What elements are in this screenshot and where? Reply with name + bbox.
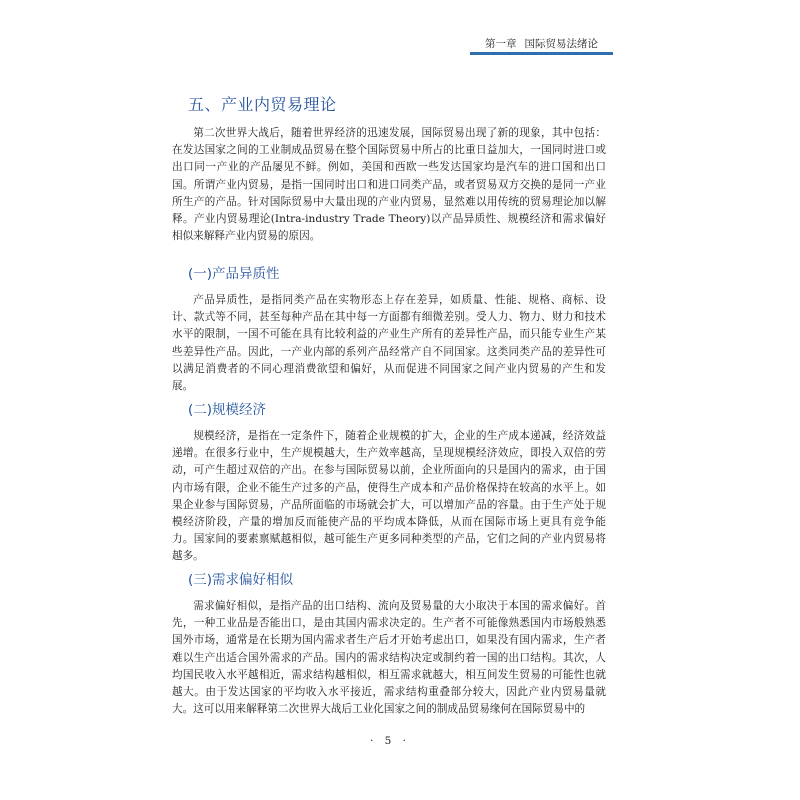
header-rule	[470, 52, 613, 55]
running-header	[470, 36, 613, 50]
subsection-paragraph-demand-similarity: 需求偏好相似，是指产品的出口结构、流向及贸易量的大小取决于本国的需求偏好。首先，一种工业品是否能出口，是由其国内需求决定的。生产者不可能像熟悉国内市场般熟悉国外市场，通常是在长期为国内需求者生产后才开始考虑出口，如果没有国内需求，生产者难以生产出适合国外需求的产品。国内的需求结构决定或制约着一国的出口结构。其次，人均国民收入水平越相近，需求结构越相似，相互需求就越大，相互间发生贸易的可能性也就越大。由于发达国家的平均收入水平接近，需求结构重叠部分较大，因此产业内贸易量就大。这可以用来解释第二次世界大战后工业化国家之间的制成品贸易缘何在国际贸易中的	[172, 600, 606, 716]
subsection-title-demand-similarity: (三)需求偏好相似	[188, 572, 294, 588]
section-title: 五、产业内贸易理论	[188, 95, 337, 114]
header-chapter-title: 国际贸易法绪论	[524, 37, 598, 50]
section-intro-paragraph: 第二次世界大战后，随着世界经济的迅速发展，国际贸易出现了新的现象，其中包括：在发达国家之间的工业制成品贸易在整个国际贸易中所占的比重日益加大，一国同时进口或出口同一产业的产品屡见不鲜。例如，美国和西欧一些发达国家均是汽车的进口国和出口国。所谓产业内贸易，是指一国同时出口和进口同类产品，或者贸易双方交换的是同一产业所生产的产品。针对国际贸易中大量出现的产业内贸易，显然难以用传统的贸易理论加以解释。产业内贸易理论(Intra-industry Trade Theory)以产品异质性、规模经济和需求偏好相似来解释产业内贸易的原因。	[172, 127, 606, 243]
subsection-paragraph-product-heterogeneity: 产品异质性，是指同类产品在实物形态上存在差异，如质量、性能、规格、商标、设计、款式等不同，甚至每种产品在其中每一方面都有细微差别。受人力、物力、财力和技术水平的限制，一国不可能在具有比较利益的产业生产所有的差异性产品，而只能专业生产某些差异性产品。因此，一产业内部的系列产品经常产自不同国家。这类同类产品的差异性可以满足消费者的不同心理消费欲望和偏好，从而促进不同国家之间产业内贸易的产生和发展。	[172, 294, 606, 393]
page-number: · 5 ·	[369, 735, 411, 747]
header-chapter: 第一章	[485, 37, 517, 50]
subsection-paragraph-economies-of-scale: 规模经济，是指在一定条件下，随着企业规模的扩大，企业的生产成本递减，经济效益递增。在很多行业中，生产规模越大，生产效率越高，呈现规模经济效应，即投入双倍的劳动，可产生超过双倍的产出。在参与国际贸易以前，企业所面向的只是国内的需求，由于国内市场有限，企业不能生产过多的产品，使得生产成本和产品价格保持在较高的水平上。如果企业参与国际贸易，产品所面临的市场就会扩大，可以增加产品的容量。由于生产处于规模经济阶段，产量的增加反而能使产品的平均成本降低，从而在国际市场上更具有竞争能力。国家间的要素禀赋越相似，越可能生产更多同种类型的产品，它们之间的产业内贸易将越多。	[172, 430, 606, 563]
subsection-title-product-heterogeneity: (一)产品异质性	[188, 266, 280, 282]
subsection-title-economies-of-scale: (二)规模经济	[188, 402, 267, 418]
